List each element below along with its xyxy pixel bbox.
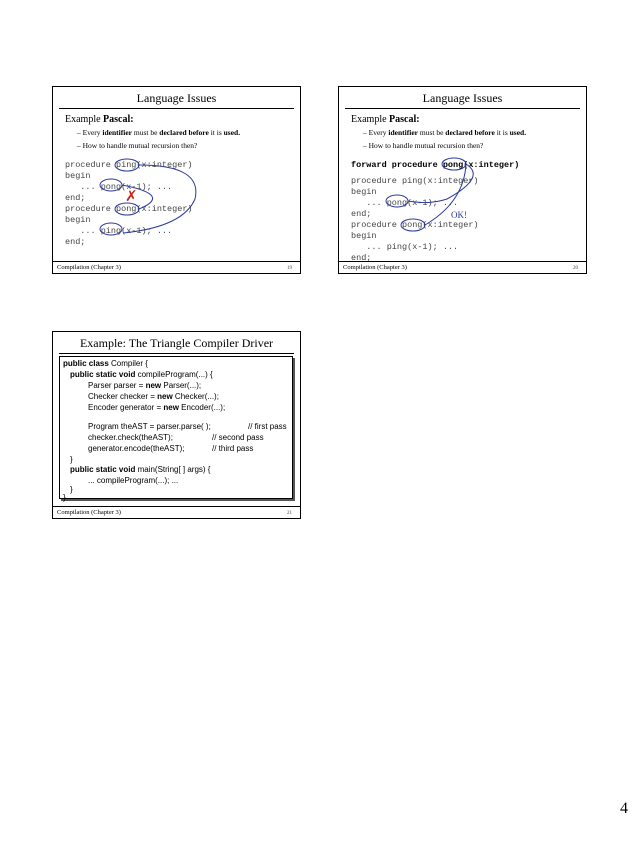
ok-annotation: OK! — [451, 210, 467, 220]
code-line: Program theAST = parser.parse( ); — [88, 422, 211, 431]
bullet-bold: declared before — [445, 128, 495, 137]
code-keyword: public static void — [70, 370, 136, 379]
code-line: } — [70, 455, 73, 464]
code-text: Parser parser = — [88, 381, 146, 390]
code-keyword: public static void — [70, 465, 136, 474]
footer-slide-number: 20 — [573, 266, 578, 271]
footer-slide-number: 19 — [287, 266, 292, 271]
footer-rule — [53, 506, 300, 507]
code-line — [63, 359, 148, 368]
bullet-mutual-recursion: – How to handle mutual recursion then? — [77, 141, 198, 150]
code-line: } — [63, 493, 66, 502]
code-line — [70, 370, 213, 379]
bullet-text: Every — [82, 128, 103, 137]
code-text: Encoder(...); — [178, 403, 226, 412]
bullet-bold: identifier — [388, 128, 418, 137]
title-rule — [345, 108, 580, 109]
slide-title: Language Issues — [136, 91, 217, 105]
java-code-box — [59, 356, 293, 502]
bullet-dash: – — [77, 128, 81, 137]
bullet-dash: – — [363, 128, 367, 137]
bullet-declared-before — [77, 128, 240, 137]
code-line: checker.check(theAST); — [88, 433, 173, 442]
code-text: Checker(...); — [172, 392, 219, 401]
footer-course: Compilation (Chapter 3) — [57, 264, 121, 271]
bullet-text: Every — [368, 128, 389, 137]
slide-21 — [52, 331, 301, 519]
bullet-text: must be — [132, 128, 160, 137]
code-comment: // first pass — [248, 422, 287, 431]
slide-20 — [338, 86, 587, 274]
bullet-mutual-recursion: – How to handle mutual recursion then? — [363, 141, 484, 150]
code-line — [88, 381, 201, 390]
footer-course: Compilation (Chapter 3) — [343, 264, 407, 271]
code-keyword: public class — [63, 359, 109, 368]
bullet-declared-before — [363, 128, 526, 137]
page-number: 4 — [620, 800, 628, 817]
error-cross-mark: ✗ — [125, 187, 138, 205]
code-text: main(String[ ] args) { — [135, 465, 211, 474]
bullet-bold: used. — [223, 128, 241, 137]
footer-rule — [339, 261, 586, 262]
bullet-bold: identifier — [102, 128, 132, 137]
example-language: Pascal: — [103, 114, 134, 125]
code-line: generator.encode(theAST); — [88, 444, 185, 453]
code-line: ... compileProgram(...); ... — [88, 476, 179, 485]
forward-declaration: forward procedure pong(x:integer) — [351, 160, 520, 170]
code-comment: // third pass — [212, 444, 254, 453]
slide-title: Example: The Triangle Compiler Driver — [79, 336, 274, 350]
bullet-bold: declared before — [159, 128, 209, 137]
footer-course: Compilation (Chapter 3) — [57, 509, 121, 516]
code-line — [70, 465, 210, 474]
bullet-text: must be — [418, 128, 446, 137]
code-text: Encoder generator = — [88, 403, 164, 412]
title-rule — [59, 108, 294, 109]
code-keyword: new — [163, 403, 179, 412]
code-line: } — [70, 485, 73, 494]
example-language: Pascal: — [389, 114, 420, 125]
slide-19 — [52, 86, 301, 274]
title-rule — [59, 353, 294, 354]
code-comment: // second pass — [212, 433, 264, 442]
code-line — [88, 403, 225, 412]
footer-slide-number: 21 — [287, 511, 292, 516]
bullet-text: it is — [208, 128, 224, 137]
example-heading — [65, 114, 134, 125]
bullet-text: it is — [494, 128, 510, 137]
code-text: Parser(...); — [161, 381, 202, 390]
example-heading — [351, 114, 420, 125]
code-text: compileProgram(...) { — [135, 370, 213, 379]
pascal-code: procedure ping(x:integer) begin ... pong(x-1); ... end; procedure pong(x:integer) begin ... ping(x-1); ... end; — [351, 176, 479, 263]
slide-title: Language Issues — [422, 91, 503, 105]
bullet-bold: used. — [509, 128, 527, 137]
footer-rule — [53, 261, 300, 262]
code-line — [88, 392, 219, 401]
example-prefix: Example — [65, 114, 104, 125]
code-keyword: new — [145, 381, 162, 390]
code-text: Checker checker = — [88, 392, 158, 401]
code-keyword: new — [157, 392, 173, 401]
example-prefix: Example — [351, 114, 390, 125]
pascal-code: procedure ping(x:integer) begin ... pong(x-1); ... end; procedure pong(x:integer) begin ... ping(x-1); ... end; — [65, 160, 193, 247]
code-text: Compiler { — [108, 359, 148, 368]
